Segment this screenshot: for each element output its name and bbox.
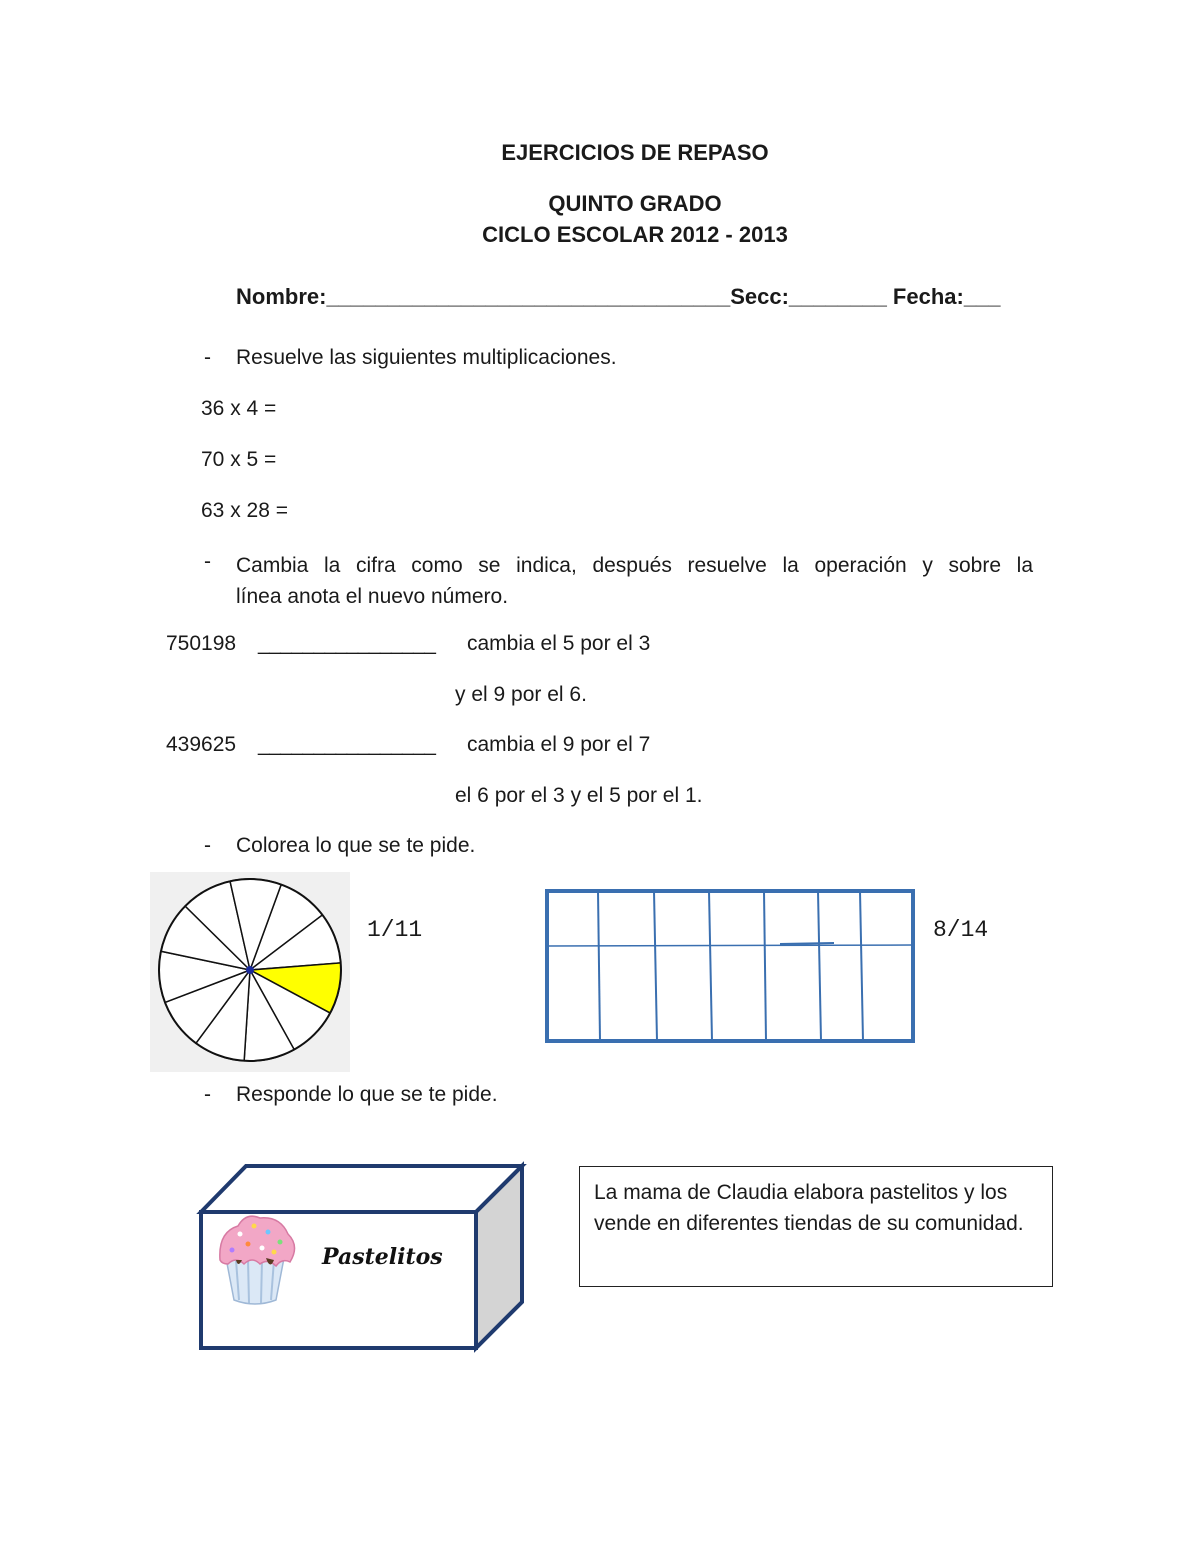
story-text: La mama de Claudia elabora pastelitos y los vende en diferentes tiendas de su comunidad. (594, 1181, 1024, 1235)
bullet-dash: - (204, 834, 211, 857)
bullet-dash: - (204, 1083, 211, 1106)
section2-instruction (236, 550, 1033, 612)
multiplication-problem: 36 x 4 = (201, 397, 277, 420)
section2-instruction-line1: Cambia la cifra como se indica, después resuelve la operación y sobre la (236, 554, 1033, 577)
story-box (579, 1166, 1053, 1287)
student-info-line: Nombre:_________________________________Secc:________ Fecha:___ (236, 284, 1001, 309)
worksheet-title: EJERCICIOS DE REPASO (501, 140, 769, 165)
bullet-dash: - (204, 346, 211, 369)
answer-blank: ________________ (258, 632, 436, 655)
digit-instruction: cambia el 5 por el 3 (467, 632, 651, 655)
rect-fraction-label: 8/14 (933, 917, 989, 943)
rect-row-divider (547, 945, 913, 946)
rect-row-divider-mark (780, 943, 834, 944)
section1-instruction: Resuelve las siguientes multiplicaciones. (236, 346, 617, 369)
section2-instruction-line2: línea anota el nuevo número. (236, 585, 509, 608)
box-label: Pastelitos (322, 1244, 443, 1270)
digit-instruction: cambia el 9 por el 7 (467, 733, 651, 756)
rect-outline (547, 891, 913, 1041)
box-top-face (201, 1166, 522, 1212)
fraction-circle (150, 872, 350, 1072)
fraction-rectangle (544, 888, 916, 1044)
digit-instruction: y el 9 por el 6. (455, 683, 587, 706)
circle-fraction-label: 1/11 (367, 917, 423, 943)
multiplication-problem: 63 x 28 = (201, 499, 288, 522)
digit-instruction: el 6 por el 3 y el 5 por el 1. (455, 784, 703, 807)
digit-number: 439625 (166, 733, 237, 756)
answer-blank: ________________ (258, 733, 436, 756)
grade-title: QUINTO GRADO (548, 191, 722, 216)
circle-center-dot (246, 966, 254, 974)
bullet-dash: - (204, 550, 211, 573)
digit-number: 750198 (166, 632, 237, 655)
section4-instruction: Responde lo que se te pide. (236, 1083, 498, 1106)
multiplication-problem: 70 x 5 = (201, 448, 277, 471)
cycle-title: CICLO ESCOLAR 2012 - 2013 (482, 222, 788, 247)
section3-instruction: Colorea lo que se te pide. (236, 834, 476, 857)
